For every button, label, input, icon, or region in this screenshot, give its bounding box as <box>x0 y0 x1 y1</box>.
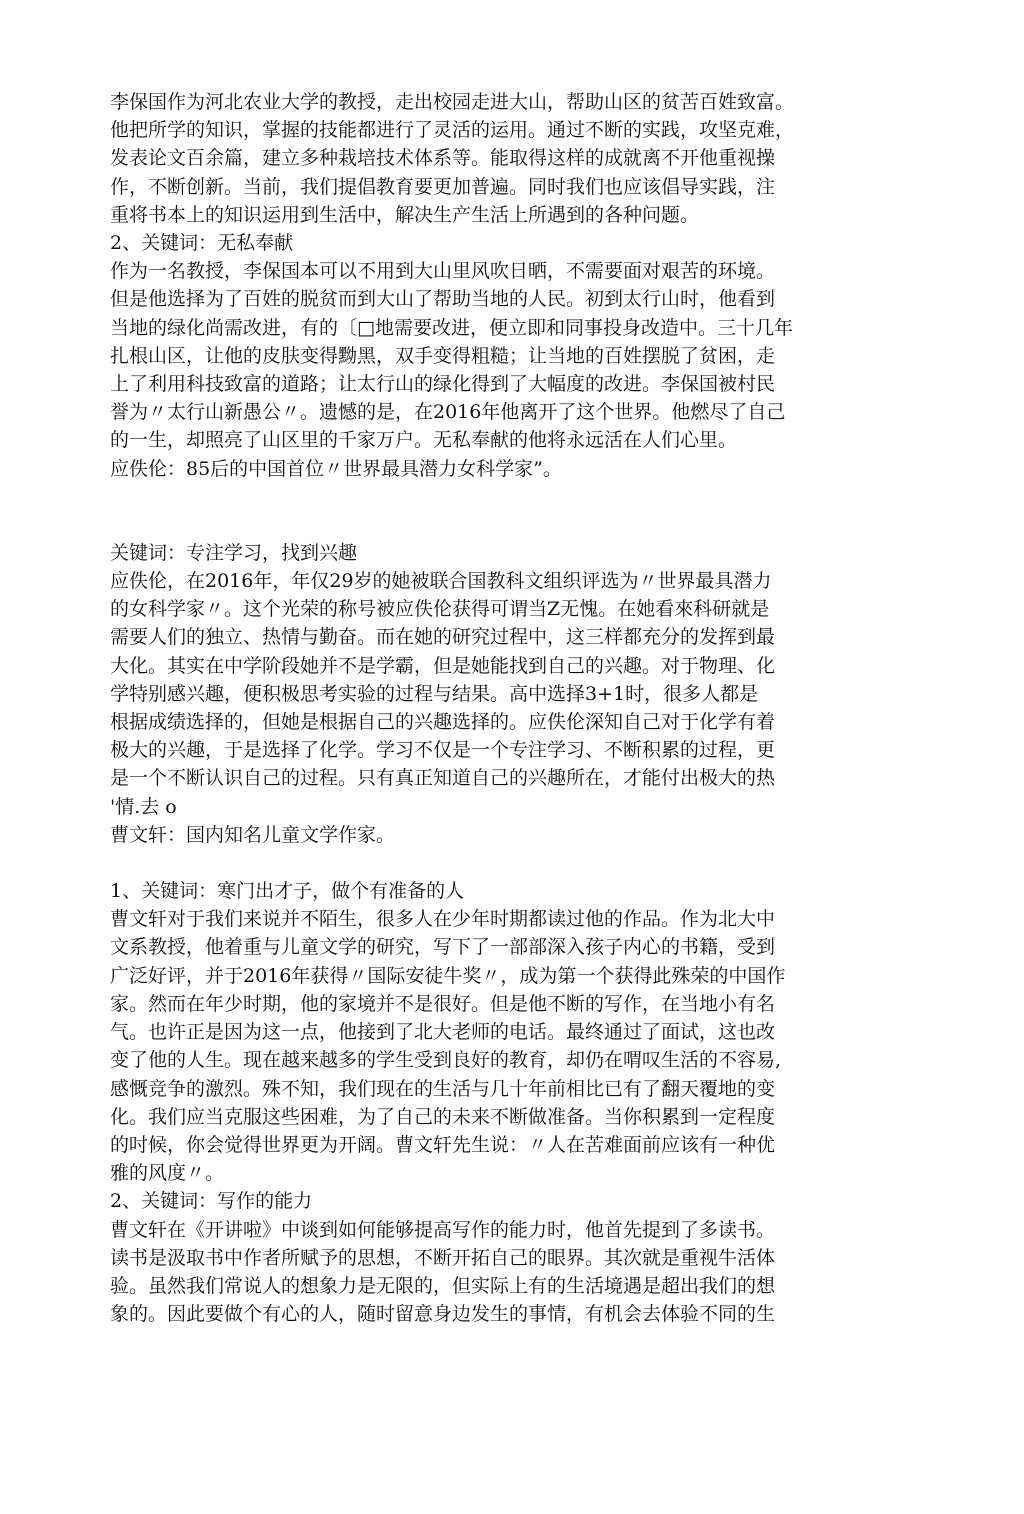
text-line: 但是他选择为了百姓的脱贫而到大山了帮助当地的人民。初到太行山时，他看到 <box>110 288 776 311</box>
text-line: 感慨竞争的激烈。殊不知，我们现在的生活与几十年前相比已有了翻天覆地的变 <box>110 1077 776 1100</box>
text-line: 作，不断创新。当前，我们提倡教育要更加普遍。同时我们也应该倡导实践，注 <box>110 175 776 198</box>
text-line: 誉为〃太行山新愚公〃。遗憾的是，在2016年他离开了这个世界。他燃尽了自己 <box>110 401 786 424</box>
text-line: 学特别感兴趣，便积极思考实验的过程与结果。高中选择3+1时，很多人都是 <box>110 682 759 705</box>
li-baoguo-paragraph <box>110 88 890 229</box>
keyword-heading-focus-interest: 关键词：专注学习，找到兴趣 <box>110 541 358 564</box>
text-line: 象的。因此要做个有心的人，随时留意身边发生的事情，有机会去体验不同的生 <box>110 1303 776 1326</box>
text-line: 家。然而在年少时期，他的家境并不是很好。但是他不断的写作，在当地小有名 <box>110 992 776 1015</box>
cao-wenxuan-paragraph-1 <box>110 905 890 1187</box>
text-line: 读书是汲取书中作者所赋予的思想，不断开拓自己的眼界。其次就是重视牛活体 <box>110 1246 776 1269</box>
text-line: 气。也许正是因为这一点，他接到了北大老师的电话。最终通过了面试，这也改 <box>110 1021 776 1044</box>
keyword-heading-selfless-dedication: 2、关键词：无私奉献 <box>110 232 294 255</box>
text-line: 重将书本上的知识运用到生活中，解决生产生活上所遇到的各种问题。 <box>110 203 700 226</box>
text-line: 的一生，却照亮了山区里的千家万户。无私奉献的他将永远活在人们心里。 <box>110 429 738 452</box>
text-line: 雅的风度〃。 <box>110 1162 225 1185</box>
text-line: '情.去 o <box>110 795 177 818</box>
text-line: 化。我们应当克服这些困难，为了自己的未来不断做准备。当你积累到一定程度 <box>110 1105 776 1128</box>
keyword-heading-poor-talent: 1、关键词：寒门出才子，做个有准备的人 <box>110 880 465 903</box>
blank-space <box>110 483 890 539</box>
text-line: 是一个不断认识自己的过程。只有真正知道自己的兴趣所在，才能付出极大的热 <box>110 767 776 790</box>
text-line: 需要人们的独立、热情与勤奋。而在她的研究过程中，这三样都充分的发挥到最 <box>110 626 776 649</box>
text-line: 作为一名教授，李保国本可以不用到大山里风吹日晒，不需要面对艰苦的环境。 <box>110 260 776 283</box>
text-line: 大化。其实在中学阶段她并不是学霸，但是她能找到自己的兴趣。对于物理、化 <box>110 654 776 677</box>
ying-yilun-paragraph <box>110 567 890 821</box>
text-line: 发表论文百余篇，建立多种栽培技术体系等。能取得这样的成就离不开他重视操 <box>110 147 776 170</box>
blank-space <box>110 849 890 877</box>
text-line: 变了他的人生。现在越来越多的学生受到良好的教育，却仍在喟叹生活的不容易, <box>110 1049 782 1072</box>
text-line: 扎根山区，让他的皮肤变得黝黑，双手变得粗糙；让当地的百姓摆脱了贫困，走 <box>110 344 776 367</box>
text-line: 的吋候，你会觉得世界更为开阔。曹文轩先生说：〃人在苦难面前应该有一种优 <box>110 1133 776 1156</box>
document-page <box>110 88 890 1328</box>
text-line: 曹文轩在《开讲啦》中谈到如何能够提高写作的能力时，他首先提到了多读书。 <box>110 1218 776 1241</box>
text-line: 验。虽然我们常说人的想象力是无限的，但实际上有的生活境遇是超出我们的想 <box>110 1274 776 1297</box>
text-line: 上了利用科技致富的道路；让太行山的绿化得到了大幅度的改进。李保国被村民 <box>110 373 776 396</box>
text-line: 广泛好评，并于2016年获得〃国际安徒牛奖〃，成为第一个获得此殊荣的中国作 <box>110 964 786 987</box>
cao-wenxuan-paragraph-2 <box>110 1216 890 1329</box>
section-title-cao-wenxuan: 曹文轩：国内知名儿童文学作家。 <box>110 823 396 846</box>
selfless-dedication-paragraph <box>110 257 890 454</box>
text-line: 应佚伦，在2016年，年仅29岁的她被联合国教科文组织评选为〃世界最具潜力 <box>110 570 772 593</box>
text-line: 文系教授，他着重与儿童文学的研究，写下了一部部深入孩子内心的书籍，受到 <box>110 936 776 959</box>
text-line: 的女科学家〃。这个光荣的称号被应佚伦获得可谓当Z无愧。在她看來科研就是 <box>110 598 770 621</box>
keyword-heading-writing-ability: 2、关键词：写作的能力 <box>110 1190 313 1213</box>
text-line: 曹文轩对于我们来说并不陌生，很多人在少年时期都读过他的作品。作为北大中 <box>110 908 776 931</box>
text-line: 当地的绿化尚需改进，有的〔□地需要改进，便立即和同事投身改造中。三十几年 <box>110 316 793 339</box>
text-line: 李保国作为河北农业大学的教授，走出校园走进大山，帮助山区的贫苦百姓致富。 <box>110 91 795 113</box>
text-line: 他把所学的知识，掌握的技能都进行了灵活的运用。通过不断的实践，攻坚克难， <box>110 119 795 142</box>
text-line: 根据成绩选择的，但她是根据自己的兴趣选择的。应佚伦深知自己对于化学有着 <box>110 711 776 734</box>
section-title-ying-yilun: 应佚伦：85后的中国首位〃世界最具潜力女科学家”。 <box>110 457 562 480</box>
text-line: 极大的兴趣，于是选择了化学。学习不仅是一个专注学习、不断积累的过程，更 <box>110 739 776 762</box>
